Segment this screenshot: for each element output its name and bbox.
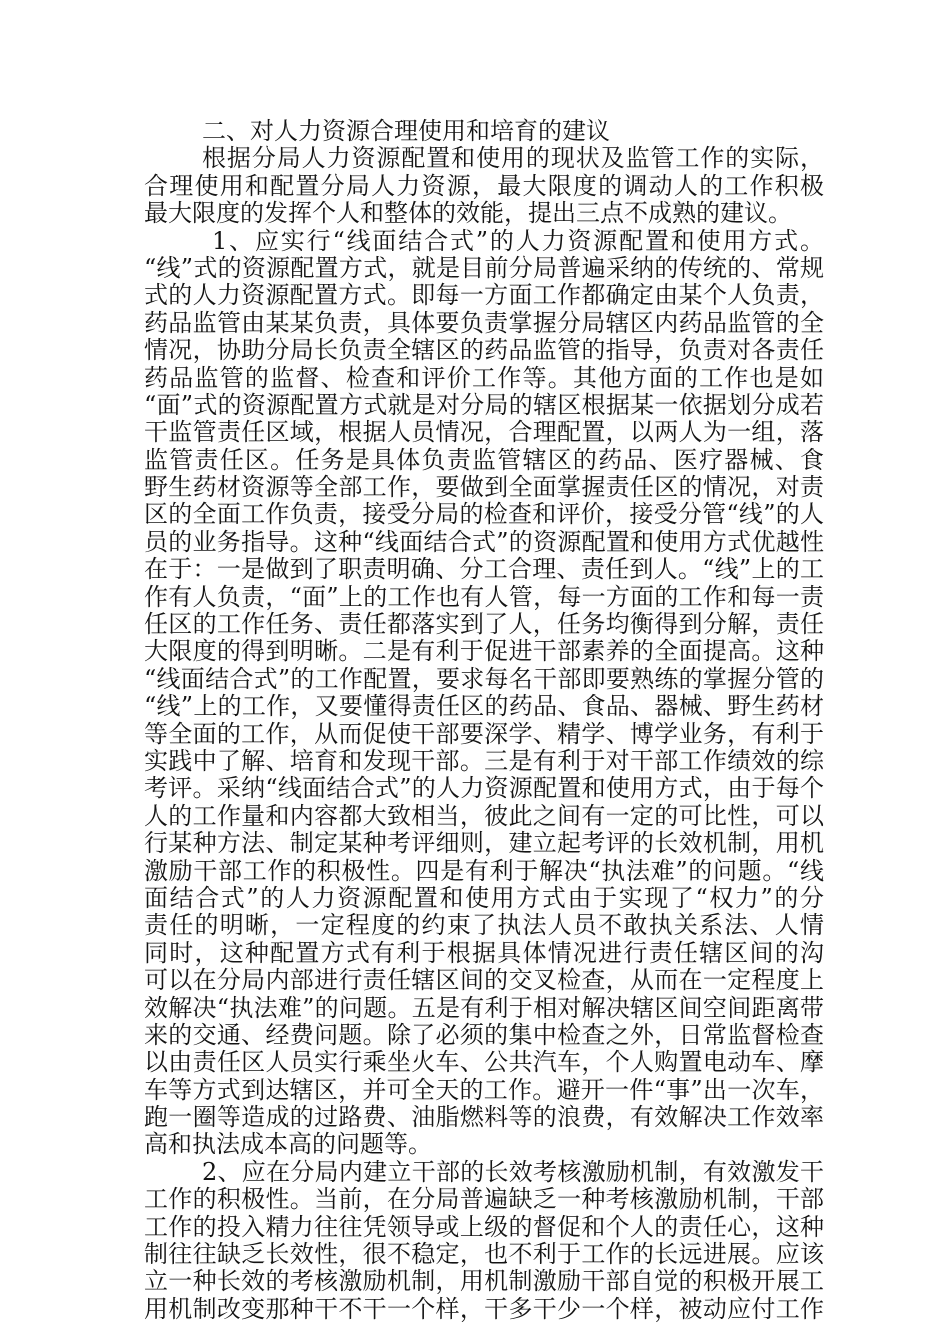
text-line: 责任的明晰，一定程度的约束了执法人员不敢执关系法、人情 — [144, 912, 824, 940]
text-line: 立一种长效的考核激励机制，用机制激励干部自觉的积极开展工 — [144, 1268, 824, 1296]
text-line: 合理使用和配置分局人力资源，最大限度的调动人的工作积极 — [144, 172, 824, 200]
text-line: 2、应在分局内建立干部的长效考核激励机制，有效激发干 — [202, 1158, 824, 1186]
text-line: 可以在分局内部进行责任辖区间的交叉检查，从而在一定程度上 — [144, 967, 824, 995]
text-line: 野生药材资源等全部工作，要做到全面掌握责任区的情况，对责 — [144, 474, 824, 502]
text-line: 根据分局人力资源配置和使用的现状及监管工作的实际， — [202, 145, 824, 173]
document-body — [144, 118, 824, 1323]
text-line: “面”式的资源配置方式就是对分局的辖区根据某一依据划分成若 — [144, 391, 824, 419]
text-line: “线”式的资源配置方式，就是目前分局普遍采纳的传统的、常规 — [144, 254, 824, 282]
text-line: 高和执法成本高的问题等。 — [144, 1130, 432, 1159]
text-line: 面结合式”的人力资源配置和使用方式由于实现了“权力”的分 — [144, 884, 824, 912]
text-line: 员的业务指导。这种“线面结合式”的资源配置和使用方式优越性 — [144, 528, 824, 556]
text-line: 车等方式到达辖区，并可全天的工作。避开一件“事”出一次车， — [144, 1076, 824, 1104]
text-line: 以由责任区人员实行乘坐火车、公共汽车，个人购置电动车、摩 — [144, 1049, 824, 1077]
text-line: 药品监管的监督、检查和评价工作等。其他方面的工作也是如 — [144, 364, 824, 392]
text-line: 来的交通、经费问题。除了必须的集中检查之外，日常监督检查 — [144, 1021, 824, 1049]
text-line: 1、应实行“线面结合式”的人力资源配置和使用方式。 — [212, 227, 824, 255]
text-line: 激励干部工作的积极性。四是有利于解决“执法难”的问题。“线 — [144, 857, 824, 885]
text-line: 实践中了解、培育和发现干部。三是有利于对干部工作绩效的综 — [144, 747, 824, 775]
text-line: 跑一圈等造成的过路费、油脂燃料等的浪费，有效解决工作效率 — [144, 1104, 824, 1132]
text-line: 工作的投入精力往往凭领导或上级的督促和个人的责任心，这种 — [144, 1213, 824, 1241]
text-line: 考评。采纳“线面结合式”的人力资源配置和使用方式，由于每个 — [144, 775, 824, 803]
text-line: 制往往缺乏长效性，很不稳定，也不利于工作的长远进展。应该 — [144, 1241, 824, 1269]
text-line: “线面结合式”的工作配置，要求每名干部即要熟练的掌握分管的 — [144, 665, 824, 693]
text-line: 效解决“执法难”的问题。五是有利于相对解决辖区间空间距离带 — [144, 994, 824, 1022]
text-line: 干监管责任区域，根据人员情况，合理配置，以两人为一组，落 — [144, 419, 824, 447]
text-line: “线”上的工作，又要懂得责任区的药品、食品、器械、野生药材 — [144, 693, 824, 721]
text-line: 等全面的工作，从而促使干部要深学、精学、博学业务，有利于 — [144, 720, 824, 748]
text-line: 在于：一是做到了职责明确、分工合理、责任到人。“线”上的工 — [144, 556, 824, 584]
text-line: 监管责任区。任务是具体负责监管辖区的药品、医疗器械、食 — [144, 446, 824, 474]
text-line: 式的人力资源配置方式。即每一方面工作都确定由某个人负责， — [144, 282, 824, 310]
text-line: 工作的积极性。当前，在分局普遍缺乏一种考核激励机制，干部 — [144, 1186, 824, 1214]
text-line: 情况，协助分局长负责全辖区的药品监管的指导，负责对各责任 — [144, 337, 824, 365]
text-line: 大限度的得到明晰。二是有利于促进干部素养的全面提高。这种 — [144, 638, 824, 666]
text-line: 用机制改变那种干不干一个样，干多干少一个样，被动应付工作 — [144, 1295, 824, 1323]
text-line: 任区的工作任务、责任都落实到了人，任务均衡得到分解，责任 — [144, 611, 824, 639]
text-line: 区的全面工作负责，接受分局的检查和评价，接受分管“线”的人 — [144, 501, 824, 529]
text-line: 药品监管由某某负责，具体要负责掌握分局辖区内药品监管的全 — [144, 309, 824, 337]
text-line: 作有人负责，“面”上的工作也有人管，每一方面的工作和每一责 — [144, 583, 824, 611]
text-line: 最大限度的发挥个人和整体的效能，提出三点不成熟的建议。 — [144, 199, 792, 228]
text-line: 同时，这种配置方式有利于根据具体情况进行责任辖区间的沟 — [144, 939, 824, 967]
text-line: 行某种方法、制定某种考评细则，建立起考评的长效机制，用机 — [144, 830, 824, 858]
text-line: 人的工作量和内容都大致相当，彼此之间有一定的可比性，可以 — [144, 802, 824, 830]
section-heading: 二、对人力资源合理使用和培育的建议 — [202, 117, 610, 145]
